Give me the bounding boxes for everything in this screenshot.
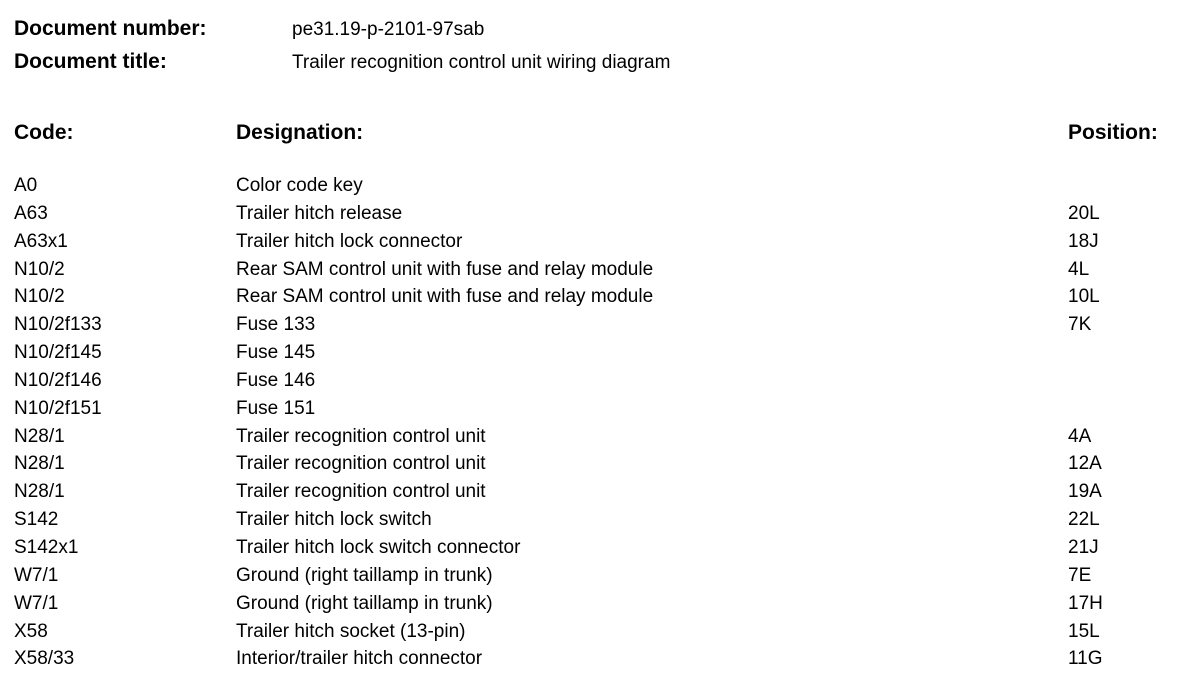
table-row <box>0 228 1192 256</box>
designation-cell: Trailer hitch socket (13-pin) <box>236 620 466 642</box>
document-title-value: Trailer recognition control unit wiring diagram <box>292 52 671 73</box>
code-cell: X58/33 <box>14 648 75 670</box>
position-column-header: Position: <box>1068 121 1158 144</box>
designation-cell: Interior/trailer hitch connector <box>236 648 483 670</box>
table-row <box>0 645 1192 673</box>
designation-cell: Ground (right taillamp in trunk) <box>236 592 493 614</box>
designation-cell: Trailer hitch lock connector <box>236 230 463 252</box>
designation-cell: Trailer recognition control unit <box>236 453 486 475</box>
code-cell: N28/1 <box>14 425 65 447</box>
position-cell: 22L <box>1068 509 1100 531</box>
position-cell: 15L <box>1068 620 1100 642</box>
position-cell: 10L <box>1068 286 1100 308</box>
designation-cell: Trailer hitch release <box>236 202 403 224</box>
table-row <box>0 478 1192 506</box>
code-cell: X58 <box>14 620 48 642</box>
designation-cell: Color code key <box>236 175 363 196</box>
table-row <box>0 506 1192 534</box>
code-cell: A63x1 <box>14 230 68 252</box>
table-row <box>0 339 1192 367</box>
code-cell: A63 <box>14 202 48 224</box>
table-row <box>0 590 1192 618</box>
designation-cell: Trailer recognition control unit <box>236 425 486 447</box>
table-row <box>0 172 1192 200</box>
designation-column-header: Designation: <box>236 121 364 144</box>
designation-cell: Trailer recognition control unit <box>236 481 486 503</box>
code-cell: N10/2f146 <box>14 369 102 391</box>
code-column-header: Code: <box>14 121 74 144</box>
code-cell: A0 <box>14 175 38 196</box>
code-cell: S142x1 <box>14 536 79 558</box>
code-cell: N28/1 <box>14 453 65 475</box>
document-title-row <box>14 49 1184 75</box>
designation-cell: Rear SAM control unit with fuse and relay module <box>236 258 654 280</box>
position-cell: 17H <box>1068 592 1103 614</box>
table-row <box>0 200 1192 228</box>
code-cell: N10/2 <box>14 286 65 308</box>
position-cell: 21J <box>1068 536 1099 558</box>
designation-cell: Rear SAM control unit with fuse and relay module <box>236 286 654 308</box>
position-cell: 4A <box>1068 425 1092 447</box>
table-row <box>0 423 1192 451</box>
table-row <box>0 283 1192 311</box>
designation-cell: Fuse 146 <box>236 369 316 391</box>
designation-cell: Trailer hitch lock switch <box>236 509 432 531</box>
designation-cell: Trailer hitch lock switch connector <box>236 536 521 558</box>
code-cell: N10/2f133 <box>14 314 102 336</box>
designation-cell: Fuse 133 <box>236 314 316 336</box>
position-cell: 7E <box>1068 564 1092 586</box>
document-number-label: Document number: <box>14 17 207 40</box>
code-cell: W7/1 <box>14 564 59 586</box>
table-row <box>0 367 1192 395</box>
document-title-label: Document title: <box>14 50 167 73</box>
table-row <box>0 534 1192 562</box>
code-cell: N10/2f145 <box>14 342 102 364</box>
table-row <box>0 450 1192 478</box>
table-row <box>0 562 1192 590</box>
table-row <box>0 256 1192 284</box>
table-body <box>0 172 1192 673</box>
designation-cell: Ground (right taillamp in trunk) <box>236 564 493 586</box>
code-cell: N10/2 <box>14 258 65 280</box>
table-row <box>0 395 1192 423</box>
designation-cell: Fuse 151 <box>236 397 316 419</box>
position-cell: 7K <box>1068 314 1092 336</box>
position-cell: 4L <box>1068 258 1090 280</box>
position-cell: 18J <box>1068 230 1099 252</box>
document-number-value: pe31.19-p-2101-97sab <box>292 19 485 40</box>
designation-cell: Fuse 145 <box>236 342 316 364</box>
code-cell: S142 <box>14 509 59 531</box>
code-cell: N10/2f151 <box>14 397 102 419</box>
table-row <box>0 311 1192 339</box>
document-number-row <box>14 16 1184 42</box>
code-cell: N28/1 <box>14 481 65 503</box>
position-cell: 11G <box>1068 648 1103 670</box>
table-row <box>0 618 1192 646</box>
position-cell: 19A <box>1068 481 1102 503</box>
code-cell: W7/1 <box>14 592 59 614</box>
position-cell: 12A <box>1068 453 1102 475</box>
position-cell: 20L <box>1068 202 1100 224</box>
